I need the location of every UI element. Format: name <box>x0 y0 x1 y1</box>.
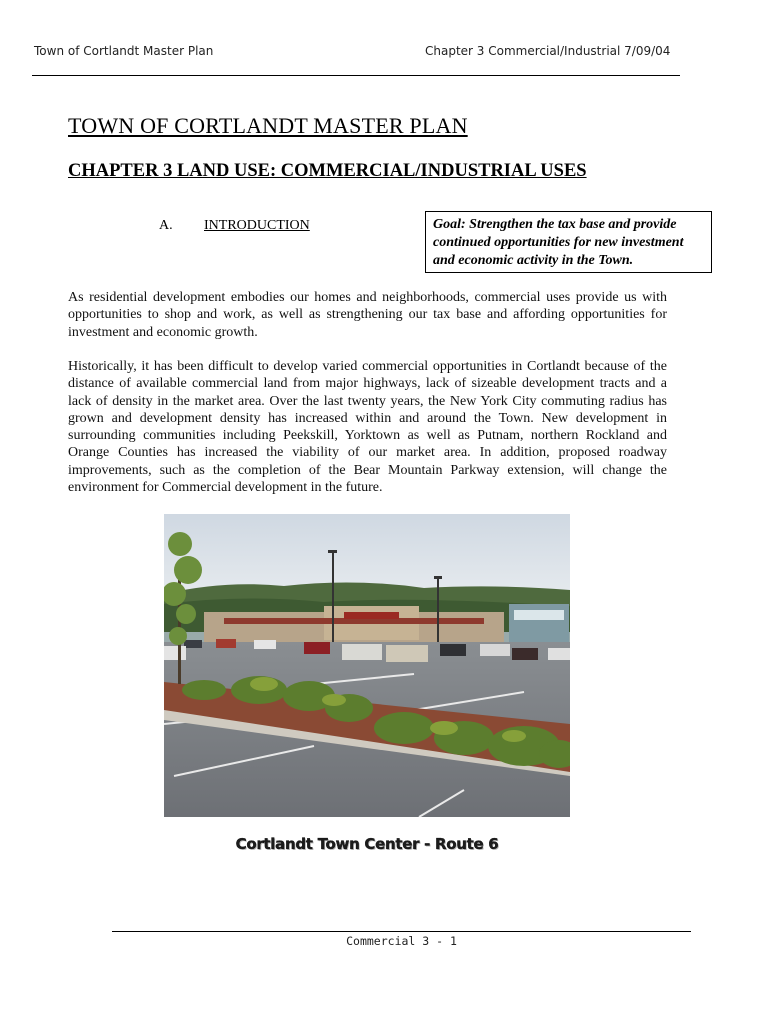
running-header-title: Town of Cortlandt Master Plan <box>34 44 214 58</box>
running-header-chapter: Chapter 3 Commercial/Industrial 7/09/04 <box>425 44 671 58</box>
chapter-heading: CHAPTER 3 LAND USE: COMMERCIAL/INDUSTRIAL USES <box>68 161 587 181</box>
section-title: INTRODUCTION <box>204 218 310 233</box>
town-center-photo <box>164 514 570 817</box>
photo-caption: Cortlandt Town Center - Route 6 <box>235 835 499 853</box>
header-divider <box>32 75 680 76</box>
document-title: TOWN OF CORTLANDT MASTER PLAN <box>68 113 468 138</box>
page-footer: Commercial 3 - 1 <box>346 934 457 948</box>
goal-box: Goal: Strengthen the tax base and provide continued opportunities for new investment and economic activity in the Town. <box>425 211 712 273</box>
footer-divider <box>112 931 691 932</box>
intro-paragraph-2: Historically, it has been difficult to develop varied commercial opportunities in Cortlandt because of the distance of available commercial land from major highways, lack of sizeable development tracts and a lack of density in the market area. Over the last twenty years, the New York City commuting radius has grown and development density has increased within and around the Town. New development in surrounding communities including Peekskill, Yorktown as well as Putnam, northern Rockland and Orange Counties has increased the viability of our market area. In addition, proposed roadway improvements, such as the completion of the Bear Mountain Parkway extension, will change the environment for Commercial development in the future. <box>68 359 667 496</box>
section-number: A. <box>159 218 173 233</box>
intro-paragraph-1: As residential development embodies our homes and neighborhoods, commercial uses provide us with opportunities to shop and work, as well as strengthening our tax base and affording opportunities for investment and economic growth. <box>68 290 667 340</box>
section-heading <box>159 218 310 234</box>
